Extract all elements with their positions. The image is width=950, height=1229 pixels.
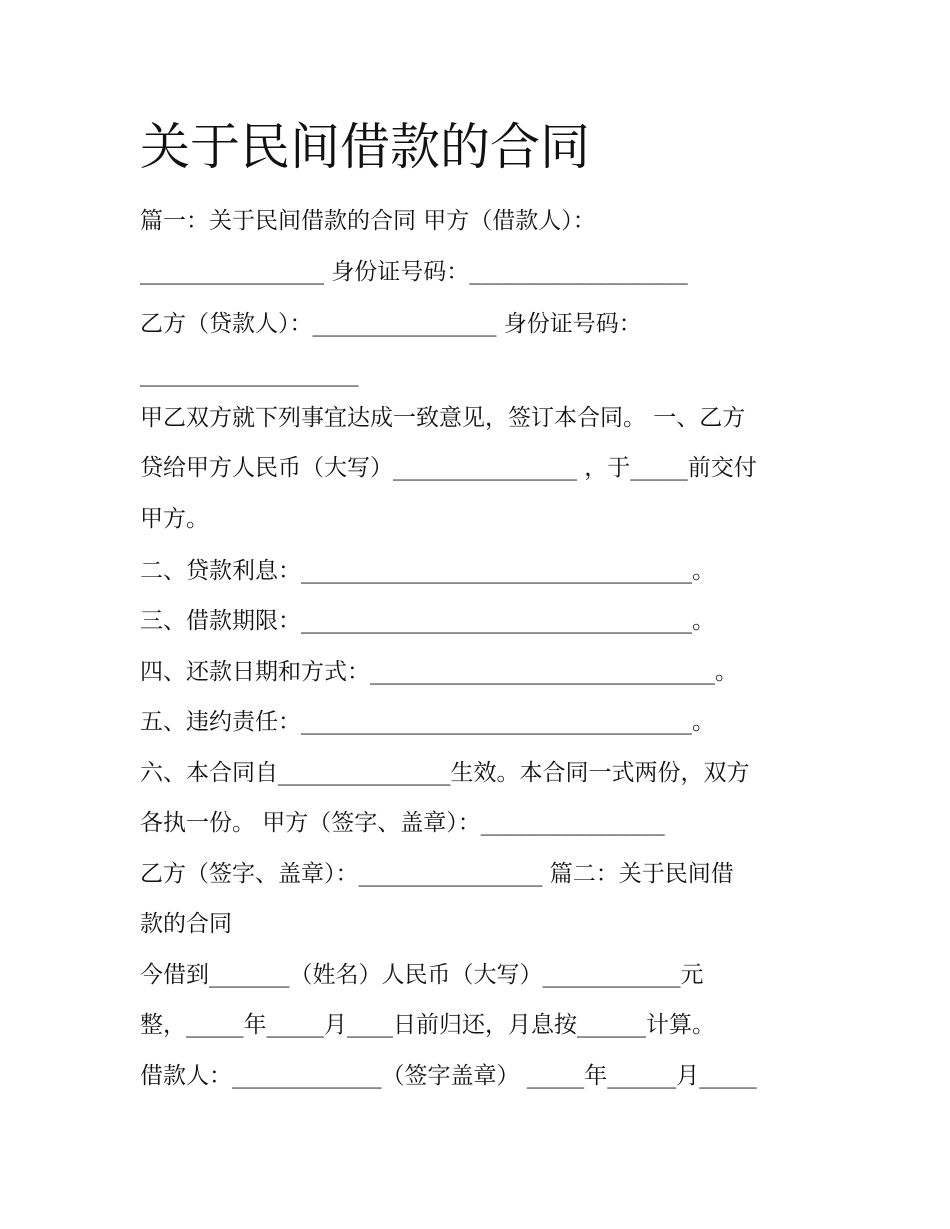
- text-line: 五、违约责任：__________________________________。: [140, 709, 715, 735]
- text-line: 乙方（签字、盖章）：________________ 篇二：关于民间借: [140, 861, 734, 887]
- text-line: 贷给甲方人民币（大写）________________ ，于_____前交付: [140, 455, 757, 481]
- text-line: 六、本合同自_______________生效。本合同一式两份，双方: [140, 760, 750, 786]
- text-line: 借款人：_____________（签字盖章） _____年______月_____: [140, 1063, 757, 1089]
- text-line: 今借到_______（姓名）人民币（大写）____________元: [140, 962, 704, 988]
- text-line: 篇一：关于民间借款的合同 甲方（借款人）：: [140, 208, 596, 234]
- text-line: 甲乙双方就下列事宜达成一致意见，签订本合同。 一、乙方: [140, 405, 746, 431]
- text-line: ___________________: [140, 361, 359, 387]
- text-line: 四、还款日期和方式：______________________________。: [140, 659, 738, 685]
- text-line: 整，_____年_____月____日前归还，月息按______计算。: [140, 1012, 715, 1038]
- text-line: 各执一份。 甲方（签字、盖章）：________________: [140, 810, 665, 836]
- text-line: ________________ 身份证号码：___________________: [140, 259, 688, 285]
- document-title: 关于民间借款的合同: [140, 118, 590, 176]
- text-line: 二、贷款利息：__________________________________。: [140, 558, 715, 584]
- text-line: 款的合同: [140, 911, 232, 937]
- text-line: 乙方（贷款人）：________________ 身份证号码：: [140, 311, 642, 337]
- text-line: 甲方。: [140, 506, 209, 532]
- text-line: 三、借款期限：__________________________________。: [140, 608, 715, 634]
